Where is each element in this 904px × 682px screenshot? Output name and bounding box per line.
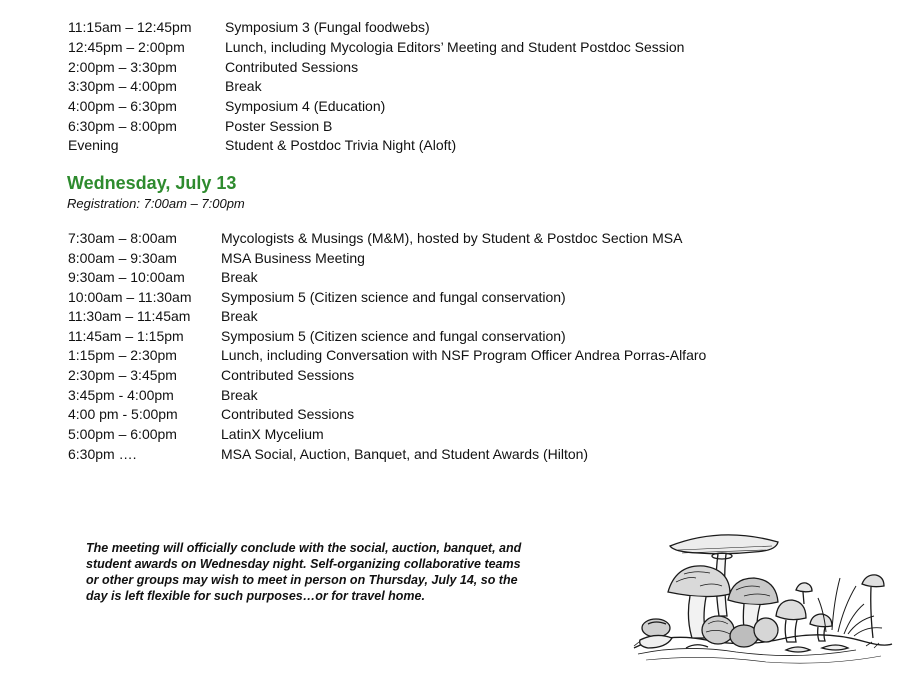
schedule-time: 11:45am – 1:15pm bbox=[68, 328, 184, 344]
schedule-event: MSA Social, Auction, Banquet, and Student Awards (Hilton) bbox=[221, 446, 589, 462]
schedule-time: 3:45pm - 4:00pm bbox=[68, 387, 174, 403]
schedule-time: 3:30pm – 4:00pm bbox=[68, 78, 177, 94]
schedule-time: 9:30am – 10:00am bbox=[68, 269, 185, 285]
mushroom-illustration bbox=[626, 520, 896, 670]
schedule-event: Lunch, including Mycologia Editors’ Meeting and Student Postdoc Session bbox=[225, 39, 685, 55]
schedule-event: LatinX Mycelium bbox=[221, 426, 324, 442]
closing-note-line: day is left flexible for such purposes…or for travel home. bbox=[86, 589, 425, 603]
schedule-event: MSA Business Meeting bbox=[221, 250, 365, 266]
schedule-event: Break bbox=[221, 308, 258, 324]
schedule-time: 8:00am – 9:30am bbox=[68, 250, 177, 266]
registration-hours: Registration: 7:00am – 7:00pm bbox=[67, 196, 245, 211]
schedule-time: 1:15pm – 2:30pm bbox=[68, 347, 177, 363]
schedule-event: Break bbox=[225, 78, 262, 94]
schedule-time: 7:30am – 8:00am bbox=[68, 230, 177, 246]
schedule-event: Contributed Sessions bbox=[221, 367, 355, 383]
schedule-time: 11:15am – 12:45pm bbox=[68, 19, 192, 35]
schedule-event: Symposium 3 (Fungal foodwebs) bbox=[225, 19, 430, 35]
schedule-event: Lunch, including Conversation with NSF Program Officer Andrea Porras-Alfaro bbox=[221, 347, 707, 363]
schedule-event: Symposium 4 (Education) bbox=[225, 98, 386, 114]
schedule-time: 4:00 pm - 5:00pm bbox=[68, 406, 178, 422]
schedule-time: 6:30pm – 8:00pm bbox=[68, 118, 177, 134]
schedule-time: 10:00am – 11:30am bbox=[68, 289, 192, 305]
closing-note-line: The meeting will officially conclude with the social, auction, banquet, and bbox=[86, 541, 522, 555]
schedule-event: Break bbox=[221, 269, 258, 285]
day-heading: Wednesday, July 13 bbox=[67, 173, 237, 193]
schedule-event: Break bbox=[221, 387, 258, 403]
closing-note-line: or other groups may wish to meet in person on Thursday, July 14, so the bbox=[86, 573, 518, 587]
schedule-event: Symposium 5 (Citizen science and fungal conservation) bbox=[221, 328, 566, 344]
closing-note-line: student awards on Wednesday night. Self-organizing collaborative teams bbox=[86, 557, 521, 571]
schedule-time: 2:30pm – 3:45pm bbox=[68, 367, 177, 383]
schedule-event: Contributed Sessions bbox=[221, 406, 355, 422]
schedule-event: Mycologists & Musings (M&M), hosted by Student & Postdoc Section MSA bbox=[221, 230, 683, 246]
schedule-time: 6:30pm …. bbox=[68, 446, 137, 462]
schedule-time: 4:00pm – 6:30pm bbox=[68, 98, 177, 114]
schedule-time: 2:00pm – 3:30pm bbox=[68, 59, 177, 75]
schedule-time: 12:45pm – 2:00pm bbox=[68, 39, 185, 55]
schedule-time: 11:30am – 11:45am bbox=[68, 308, 191, 324]
schedule-event: Symposium 5 (Citizen science and fungal conservation) bbox=[221, 289, 566, 305]
schedule-time: 5:00pm – 6:00pm bbox=[68, 426, 177, 442]
schedule-event: Contributed Sessions bbox=[225, 59, 359, 75]
schedule-time: Evening bbox=[68, 137, 119, 153]
schedule-event: Poster Session B bbox=[225, 118, 333, 134]
closing-note bbox=[86, 540, 586, 604]
schedule-event: Student & Postdoc Trivia Night (Aloft) bbox=[225, 137, 457, 153]
